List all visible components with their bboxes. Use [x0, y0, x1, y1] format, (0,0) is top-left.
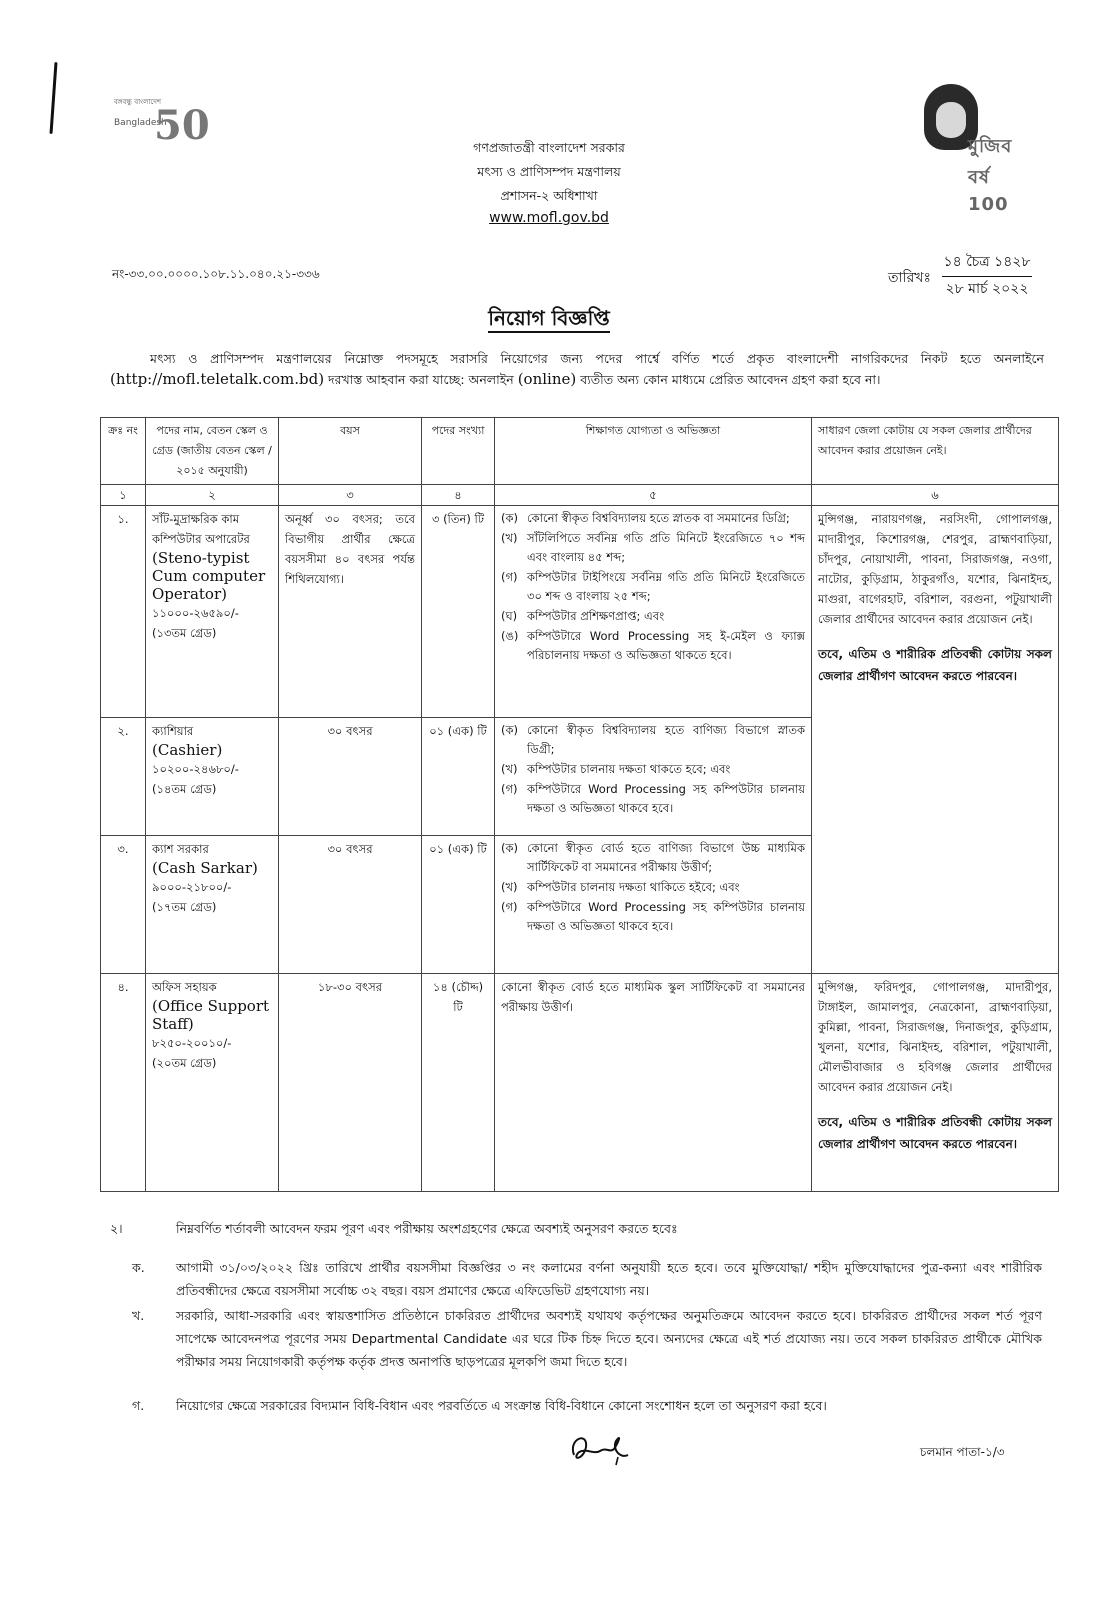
post-count: ১৪ (চৌদ্দ) টি [422, 974, 495, 1192]
qualification-cell: (ক) কোনো স্বীকৃত বিশ্ববিদ্যালয় হতে বাণিজ্য বিভাগে স্নাতক ডিগ্রী; (খ) কম্পিউটার চালনায় দক্ষতা থাকতে হবে; এবং (গ) কম্পিউটারে Word Processing সহ কম্পিউটার চালনায় দক্ষতা ও অভিজ্ঞতা থাকবে হবে। [495, 718, 812, 836]
row-serial: ৩. [101, 836, 146, 974]
mujib-borsho-text: মুজিব বর্ষ 100 [968, 136, 1013, 215]
table-row [101, 506, 1059, 718]
condition-item: ক. আগামী ৩১/০৩/২০২২ খ্রিঃ তারিখে প্রার্থীর বয়সসীমা বিজ্ঞপ্তির ৩ নং কলামের বর্ণনা অনুযায়ী হতে হবে। তবে মুক্তিযোদ্ধা/ শহীদ মুক্তিযোদ্ধাদের পুত্র-কন্যা এবং শারীরিক প্রতিবন্ধীদের ক্ষেত্রে বয়সসীমা সর্বোচ্চ ৩২ বছর। বয়স প্রমাণের ক্ষেত্রে এফিডেভিট গ্রহণযোগ্য নয়। [132, 1260, 1042, 1298]
date-block [942, 250, 1032, 301]
conditions-heading: ২। নিম্নবর্ণিত শর্তাবলী আবেদন ফরম পূরণ এবং পরীক্ষায় অংশগ্রহণের ক্ষেত্রে অবশ্যই অনুসরণ করতে হবেঃ [110, 1221, 678, 1236]
district-quota-cell: মুন্সিগঞ্জ, ফরিদপুর, গোপালগঞ্জ, মাদারীপুর, টাঙ্গাইল, জামালপুর, নেত্রকোনা, ব্রাহ্মণবাড়িয়া, কুমিল্লা, পাবনা, সিরাজগঞ্জ, দিনাজপুর, কুড়িগ্রাম, খুলনা, যশোর, ঝিনাইদহ, বরিশাল, পটুয়াখালী, মৌলভীবাজার ও হবিগঞ্জ জেলার প্রার্থীদের আবেদন করার প্রয়োজন নেই। তবে, এতিম ও শারীরিক প্রতিবন্ধী কোটায় সকল জেলার প্রার্থীগণ আবেদন করতে পারবেন। [812, 974, 1059, 1192]
logo-small-text: বঙ্গবন্ধু বাংলাদেশ [114, 98, 162, 106]
row-serial: ৪. [101, 974, 146, 1192]
website-link[interactable]: www.mofl.gov.bd [489, 210, 609, 226]
age-cell: ৩০ বৎসর [279, 836, 422, 974]
age-cell: অনূর্ধ্ব ৩০ বৎসর; তবে বিভাগীয় প্রার্থীর ক্ষেত্রে বয়সসীমা ৪০ বৎসর পর্যন্ত শিথিলযোগ্য। [279, 506, 422, 718]
date-label: তারিখঃ [888, 270, 931, 286]
quota-exception-note: তবে, এতিম ও শারীরিক প্রতিবন্ধী কোটায় সকল জেলার প্রার্থীগণ আবেদন করতে পারবেন। [818, 1115, 1052, 1151]
district-quota-cell: মুন্সিগঞ্জ, নারায়ণগঞ্জ, নরসিংদী, গোপালগঞ্জ, মাদারীপুর, কিশোরগঞ্জ, শেরপুর, ব্রাহ্মণবাড়িয়া, চাঁদপুর, নোয়াখালী, পাবনা, সিরাজগঞ্জ, নওগা, নাটোর, কুড়িগ্রাম, ঠাকুরগাঁও, যশোর, ঝিনাইদহ, মাগুরা, বাগেরহাট, বরিশাল, বরগুনা, পটুয়াখালী জেলার প্রার্থীদের আবেদন করার প্রয়োজন নেই। তবে, এতিম ও শারীরিক প্রতিবন্ধী কোটায় সকল জেলার প্রার্থীগণ আবেদন করতে পারবেন। [812, 506, 1059, 974]
age-cell: ১৮-৩০ বৎসর [279, 974, 422, 1192]
signature [566, 1425, 636, 1469]
row-serial: ১. [101, 506, 146, 718]
condition-item: গ. নিয়োগের ক্ষেত্রে সরকারের বিদ্যমান বিধি-বিধান এবং পরবর্তিতে এ সংক্রান্ত বিধি-বিধানে কোনো সংশোধন হলে তা অনুসরণ করা হবে। [132, 1398, 827, 1413]
date-bangla: ১৪ চৈত্র ১৪২৮ [942, 250, 1032, 277]
table-header-row [101, 418, 1059, 485]
post-count: ৩ (তিন) টি [422, 506, 495, 718]
col-header-post: পদের নাম, বেতন স্কেল ও গ্রেড (জাতীয় বেতন স্কেল /২০১৫ অনুযায়ী) [146, 418, 279, 485]
row-serial: ২. [101, 718, 146, 836]
quota-exception-note: তবে, এতিম ও শারীরিক প্রতিবন্ধী কোটায় সকল জেলার প্রার্থীগণ আবেদন করতে পারবেন। [818, 647, 1052, 683]
page-continuation: চলমান পাতা-১/৩ [920, 1445, 1005, 1459]
qualification-cell: (ক) কোনো স্বীকৃত বোর্ড হতে বাণিজ্য বিভাগে উচ্চ মাধ্যমিক সার্টিফিকেট বা সমমানের পরীক্ষায় উত্তীর্ণ; (খ) কম্পিউটার চালনায় দক্ষতা থাকিতে হইবে; এবং (গ) কম্পিউটারে Word Processing সহ কম্পিউটার চালনায় দক্ষতা ও অভিজ্ঞতা থাকবে হবে। [495, 836, 812, 974]
ministry-name: মৎস্য ও প্রাণিসম্পদ মন্ত্রণালয় [477, 164, 621, 179]
col-header-age: বয়স [279, 418, 422, 485]
post-cell: অফিস সহায়ক (Office Support Staff) ৮২৫০-২০০১০/- (২০তম গ্রেড) [146, 974, 279, 1192]
post-count: ০১ (এক) টি [422, 718, 495, 836]
age-cell: ৩০ বৎসর [279, 718, 422, 836]
qualification-cell: (ক) কোনো স্বীকৃত বিশ্ববিদ্যালয় হতে স্নাতক বা সমমানের ডিগ্রি; (খ) সাঁটলিপিতে সর্বনিম্ন গতি প্রতি মিনিটে ইংরেজিতে ৭০ শব্দ এবং বাংলায় ৪৫ শব্দ; (গ) কম্পিউটার টাইপিংয়ে সর্বনিম্ন গতি প্রতি মিনিটে ইংরেজিতে ৩০ শব্দ ও বাংলায় ২৫ শব্দ; (ঘ) কম্পিউটার প্রশিক্ষণপ্রাপ্ত; এবং (ঙ) কম্পিউটারে Word Processing সহ ই-মেইল ও ফ্যাক্স পরিচালনায় দক্ষতা ও অভিজ্ঞতা থাকতে হবে। [495, 506, 812, 718]
division-name: প্রশাসন-২ অধিশাখা [500, 188, 598, 203]
intro-paragraph: মৎস্য ও প্রাণিসম্পদ মন্ত্রণালয়ের নিম্নোক্ত পদসমূহে সরাসরি নিয়োগের জন্য পদের পার্শ্বে বর্ণিত শর্তে প্রকৃত বাংলাদেশী নাগরিকদের নিকট হতে অনলাইনে (http://mofl.teletalk.com.bd) দরখাস্ত আহবান করা যাচ্ছে: অনলাইন (online) ব্যতীত অন্য কোন মাধ্যমে প্রেরিত আবেদন গ্রহণ করা হবে না। [110, 351, 1044, 388]
col-header-district: সাধারণ জেলা কোটায় যে সকল জেলার প্রার্থীদের আবেদন করার প্রয়োজন নেই। [812, 418, 1059, 485]
col-header-qualification: শিক্ষাগত যোগ্যতা ও অভিজ্ঞতা [495, 418, 812, 485]
memo-number: নং-৩৩.০০.০০০০.১০৮.১১.০৪০.২১-৩৩৬ [112, 267, 320, 281]
col-header-sl: ক্রঃ নং [101, 418, 146, 485]
condition-item: খ. সরকারি, আধা-সরকারি এবং স্বায়ত্তশাসিত প্রতিষ্ঠানে চাকরিরত প্রার্থীদের অবশ্যই যথাযথ কর্তৃপক্ষের অনুমতিক্রমে আবেদন করতে হবে। চাকরিরত প্রার্থীদের সকল শর্ত পূরণ সাপেক্ষে আবেদনপত্র পূরণের সময় Departmental Candidate এর ঘরে টিক চিহ্ন দিতে হবে। অন্যদের ক্ষেত্রে এই শর্ত প্রযোজ্য নয়। তবে সকল চাকরিরত প্রার্থীকে মৌখিক পরীক্ষার সময় নিয়োগকারী কর্তৃপক্ষ কর্তৃক প্রদত্ত অনাপত্তি ছাড়পত্রের মূলকপি জমা দিতে হবে। [132, 1308, 1042, 1369]
post-cell: ক্যাশ সরকার (Cash Sarkar) ৯০০০-২১৮০০/- (১৭তম গ্রেড) [146, 836, 279, 974]
page-title: নিয়োগ বিজ্ঞপ্তি [488, 306, 610, 333]
vacancy-table [100, 417, 1059, 1192]
col-header-count: পদের সংখ্যা [422, 418, 495, 485]
logo-country-text: Bangladesh [114, 118, 167, 128]
post-count: ০১ (এক) টি [422, 836, 495, 974]
post-cell: সাঁট-মুদ্রাক্ষরিক কাম কম্পিউটার অপারেটর (Steno-typist Cum computer Operator) ১১০০০-২৬৫৯০/- (১৩তম গ্রেড) [146, 506, 279, 718]
govt-name: গণপ্রজাতন্ত্রী বাংলাদেশ সরকার [473, 140, 625, 155]
post-cell: ক্যাশিয়ার (Cashier) ১০২০০-২৪৬৮০/- (১৪তম গ্রেড) [146, 718, 279, 836]
application-url[interactable]: (http://mofl.teletalk.com.bd) [110, 370, 325, 388]
qualification-cell: কোনো স্বীকৃত বোর্ড হতে মাধ্যমিক স্কুল সার্টিফিকেট বা সমমানের পরীক্ষায় উত্তীর্ণ। [495, 974, 812, 1192]
column-number-row: ১ ২ ৩ ৪ ৫ ৬ [101, 485, 1059, 506]
logo-number: 50 [154, 102, 210, 149]
date-english: ২৮ মার্চ ২০২২ [945, 281, 1029, 297]
table-row [101, 974, 1059, 1192]
margin-pen-mark [49, 62, 57, 134]
